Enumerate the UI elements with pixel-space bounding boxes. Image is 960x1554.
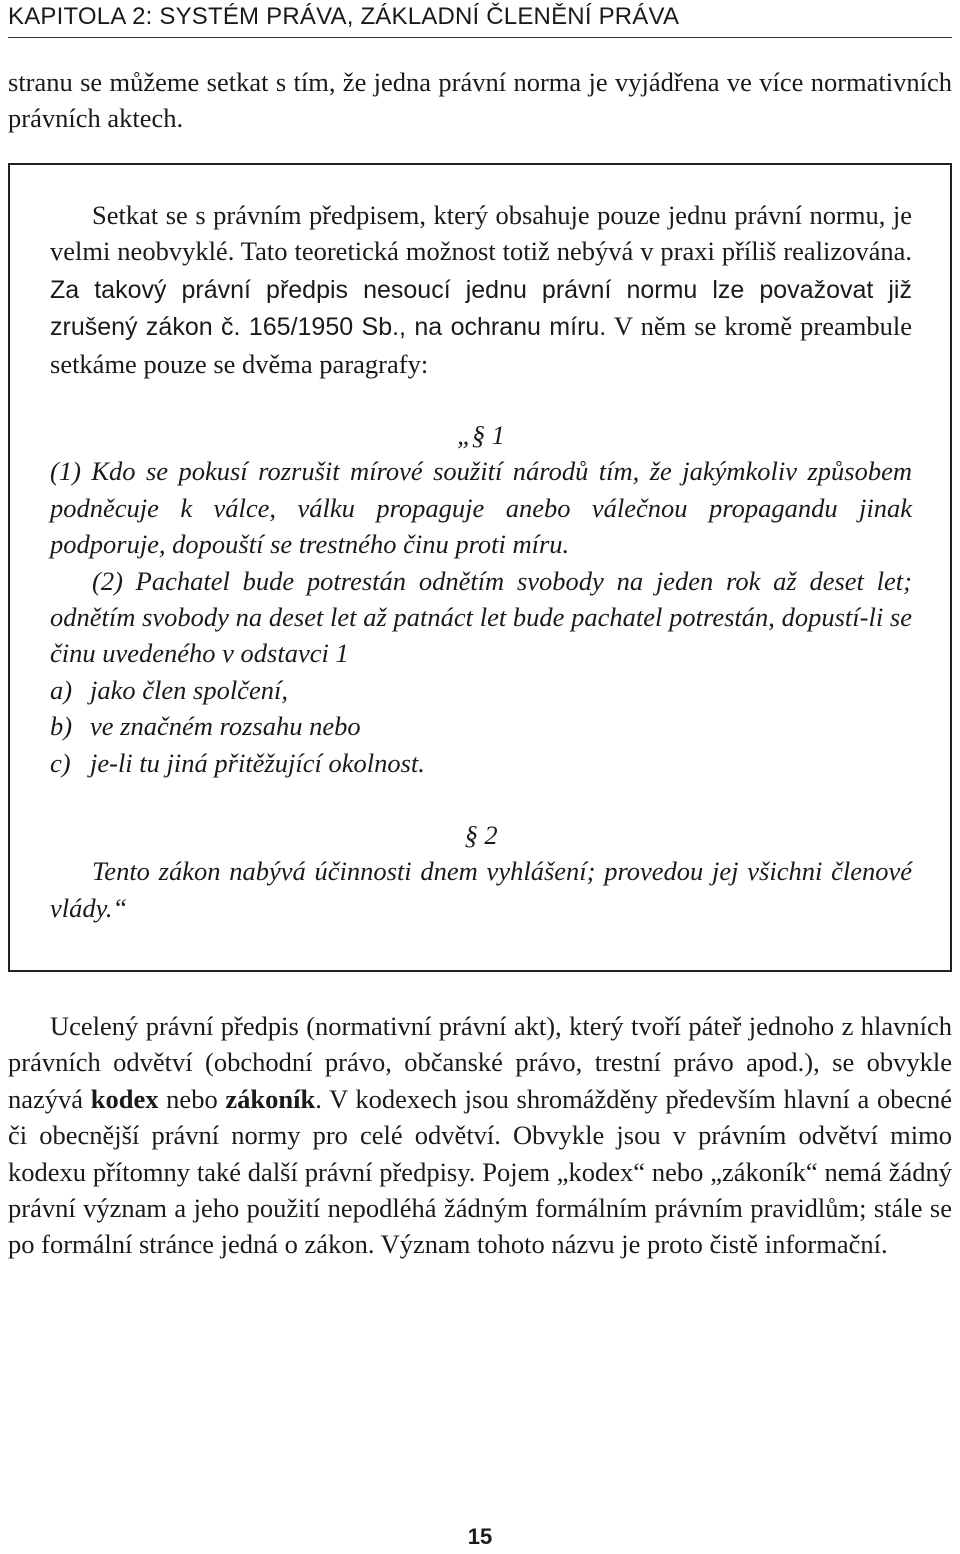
intro-paragraph-block	[8, 64, 952, 137]
closing-text-3: . V kodexech jsou shromážděny především hlavní a obecné či obecnější právní normy pro celé odvětví. Obvykle jsou v právním odvětví mimo kodexu přítomny také další právní předpisy. Pojem „kodex“ nebo „zákoník“ nemá žádný právní význam a jeho použití nepodléhá žádným formálním právním pravidlům; stále se po formální stránce jedná o zákon. Význam tohoto názvu je proto čistě informační.	[8, 1083, 952, 1260]
section-2-paragraph: Tento zákon nabývá účinnosti dnem vyhlášení; provedou jej všichni členové vlády.“	[50, 856, 912, 923]
list-item-text: je-li tu jiná přitěžující okolnost.	[90, 747, 425, 778]
closing-text-2: nebo	[158, 1083, 226, 1114]
section-2-heading: § 2	[464, 820, 498, 851]
list-item-label: c)	[50, 747, 71, 778]
list-item-label: a)	[50, 674, 73, 705]
box-text-serif-end: V něm se kromě preambule setkáme pouze se dvěma paragrafy:	[50, 311, 912, 379]
list-item	[50, 745, 912, 781]
section-1-paragraph-2: (2) Pachatel bude potrestán odnětím svobody na jeden rok až deset let; odnětím svobody na deset let až patnáct let bude pachatel potrestán, dopustí-li se činu uvedeného v odstavci 1	[50, 565, 912, 669]
example-box	[8, 163, 952, 972]
box-paragraph	[50, 197, 912, 382]
list-item-text: jako člen spolčení,	[90, 674, 288, 705]
spacer	[50, 781, 912, 817]
closing-paragraph	[8, 1008, 952, 1263]
box-intro	[50, 197, 912, 382]
closing-paragraph-block	[8, 1008, 952, 1263]
box-text-serif: Setkat se s právním předpisem, který obsahuje pouze jednu právní normu, je velmi neobvyklé. Tato teoretická možnost totiž nebývá v praxi příliš realizována.	[50, 200, 912, 267]
law-quote	[50, 417, 912, 926]
running-title: KAPITOLA 2: SYSTÉM PRÁVA, ZÁKLADNÍ ČLENĚNÍ PRÁVA	[8, 3, 680, 30]
closing-text-1: Ucelený právní předpis (normativní právní akt), který tvoří páteř jednoho z hlavních právních odvětví (obchodní právo, občanské právo, trestní právo apod.), se obvykle nazývá	[8, 1011, 952, 1114]
intro-paragraph: stranu se můžeme setkat s tím, že jedna právní norma je vyjádřena ve více normativních právních aktech.	[8, 67, 952, 134]
running-header	[8, 0, 952, 38]
section-1-paragraph-1: (1) Kdo se pokusí rozrušit mírové soužití národů tím, že jakýmkoliv způsobem podněcuje k válce, válku propaguje anebo válečnou propagandu jinak podporuje, dopouští se trestného činu proti míru.	[50, 456, 912, 560]
list-item-text: ve značném rozsahu nebo	[90, 711, 361, 742]
list-item	[50, 708, 912, 744]
list-item	[50, 672, 912, 708]
page-number: 15	[467, 1524, 493, 1549]
box-text-sans: Za takový právní předpis nesoucí jednu právní normu lze považovat již zrušený zákon č. 165/1950 Sb., na ochranu míru.	[50, 275, 912, 342]
term-zakonik: zákoník	[225, 1083, 316, 1114]
term-kodex: kodex	[90, 1083, 159, 1114]
list-item-label: b)	[50, 711, 73, 742]
section-1-heading: „§ 1	[457, 420, 505, 450]
